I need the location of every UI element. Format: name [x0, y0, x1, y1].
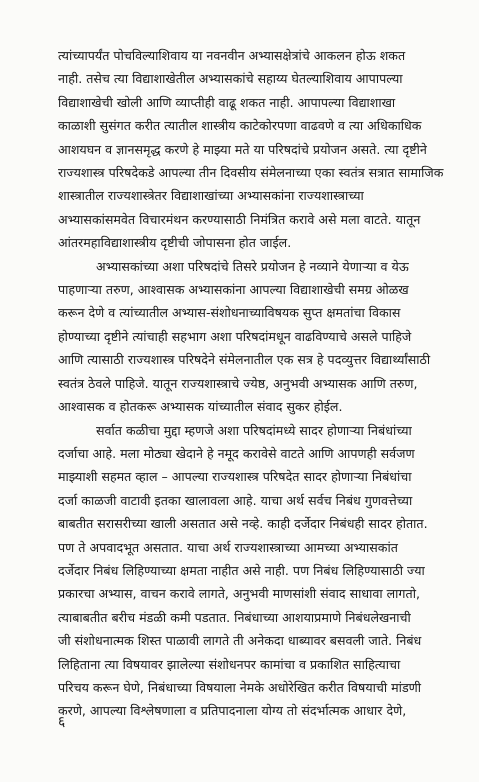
text-line: होण्याच्या दृष्टीने त्यांचाही सहभाग अशा परिषदांमधून वाढविण्याचे असले पाहिजे: [58, 328, 412, 344]
paragraph-3: [58, 419, 450, 723]
text-line: विद्याशाखेची खोली आणि व्याप्तीही वाढू शकत नाही. आपापल्या विद्याशाखा: [58, 94, 396, 110]
text-line: आशयघन व ज्ञानसमृद्ध करणे हे माझ्या मते या परिषदांचे प्रयोजन असते. त्या दृष्टीने: [58, 141, 427, 157]
body-text: [58, 44, 450, 723]
page-number: ६: [58, 714, 66, 730]
text-line: दर्जा काळजी वाटावी इतका खालावला आहे. याचा अर्थ सर्वच निबंध गुणवत्तेच्या: [58, 492, 413, 508]
text-line: आणि त्यासाठी राज्यशास्त्र परिषदेने संमेलनातील एक सत्र हे पदव्युत्तर विद्यार्थ्यांसाठी: [58, 352, 431, 368]
paragraph-1: [58, 44, 450, 255]
text-line: अभ्यासकांसमवेत विचारमंथन करण्यासाठी निमंत्रित करावे असे मला वाटते. यातून: [58, 211, 421, 227]
text-line: बाबतीत सरासरीच्या खाली असतात असे नव्हे. काही दर्जेदार निबंधही सादर होतात.: [58, 516, 428, 532]
text-line: दर्जाचा आहे. मला मोठ्या खेदाने हे नमूद करावेसे वाटते आणि आपणही सर्वजण: [58, 445, 415, 461]
text-line: अभ्यासकांच्या अशा परिषदांचे तिसरे प्रयोजन हे नव्याने येणाऱ्या व येऊ: [96, 258, 409, 274]
text-line: आंतरमहाविद्याशास्त्रीय दृष्टीची जोपासना होत जाईल.: [58, 235, 292, 251]
text-line: दर्जेदार निबंध लिहिण्याच्या क्षमता नाहीत असे नाही. पण निबंध लिहिण्यासाठी ज्या: [58, 562, 425, 578]
text-line: राज्यशास्त्र परिषदेकडे आपल्या तीन दिवसीय संमेलनाच्या एका स्वतंत्र सत्रात सामाजिक: [58, 165, 444, 181]
text-line: करणे, आपल्या विश्लेषणाला व प्रतिपादनाला योग्य तो संदर्भात्मक आधार देणे,: [58, 703, 407, 719]
text-line: स्वतंत्र ठेवले पाहिजे. यातून राज्यशास्त्राचे ज्येष्ठ, अनुभवी अभ्यासक आणि तरुण,: [58, 375, 418, 391]
text-line: प्रकारचा अभ्यास, वाचन करावे लागते, अनुभवी माणसांशी संवाद साधावा लागतो,: [58, 586, 420, 602]
text-line: काळाशी सुसंगत करीत त्यातील शास्त्रीय काटेकोरपणा वाढवणे व त्या अधिकाधिक: [58, 118, 422, 134]
text-line: जी संशोधनात्मक शिस्त पाळावी लागते ती अनेकदा धाब्यावर बसवली जाते. निबंध: [58, 633, 422, 649]
text-line: पाहणाऱ्या तरुण, आश्वासक अभ्यासकांना आपल्या विद्याशाखेची समग्र ओळख: [58, 282, 409, 298]
text-line: लिहिताना त्या विषयावर झालेल्या संशोधनपर कामांचा व प्रकाशित साहित्याचा: [58, 656, 401, 672]
text-line: नाही. तसेच त्या विद्याशाखेतील अभ्यासकांचे सहाय्य घेतल्याशिवाय आपापल्या: [58, 71, 403, 87]
text-line: परिचय करून घेणे, निबंधाच्या विषयाला नेमके अधोरेखित करीत विषयाची मांडणी: [58, 679, 422, 695]
text-line: त्याबाबतीत बरीच मंडळी कमी पडतात. निबंधाच्या आशयाप्रमाणे निबंधलेखनाची: [58, 609, 411, 625]
text-line: आश्वासक व होतकरू अभ्यासक यांच्यातील संवाद सुकर होईल.: [58, 399, 343, 415]
text-line: पण ते अपवादभूत असतात. याचा अर्थ राज्यशास्त्राच्या आमच्या अभ्यासकांत: [58, 539, 398, 555]
text-line: त्यांच्यापर्यंत पोचविल्याशिवाय या नवनवीन अभ्यासक्षेत्रांचे आकलन होऊ शकत: [58, 48, 406, 63]
text-line: करून देणे व त्यांच्यातील अभ्यास-संशोधनाच्याविषयक सुप्त क्षमतांचा विकास: [58, 305, 401, 321]
text-line: माझ्याशी सहमत व्हाल – आपल्या राज्यशास्त्र परिषदेत सादर होणाऱ्या निबंधांचा: [58, 469, 412, 485]
paragraph-2: [58, 255, 450, 419]
text-line: सर्वात कळीचा मुद्दा म्हणजे अशा परिषदांमध्ये सादर होणाऱ्या निबंधांच्या: [96, 422, 412, 438]
text-line: शास्त्रातील राज्यशास्त्रेतर विद्याशाखांच्या अभ्यासकांना राज्यशास्त्राच्या: [58, 188, 364, 204]
